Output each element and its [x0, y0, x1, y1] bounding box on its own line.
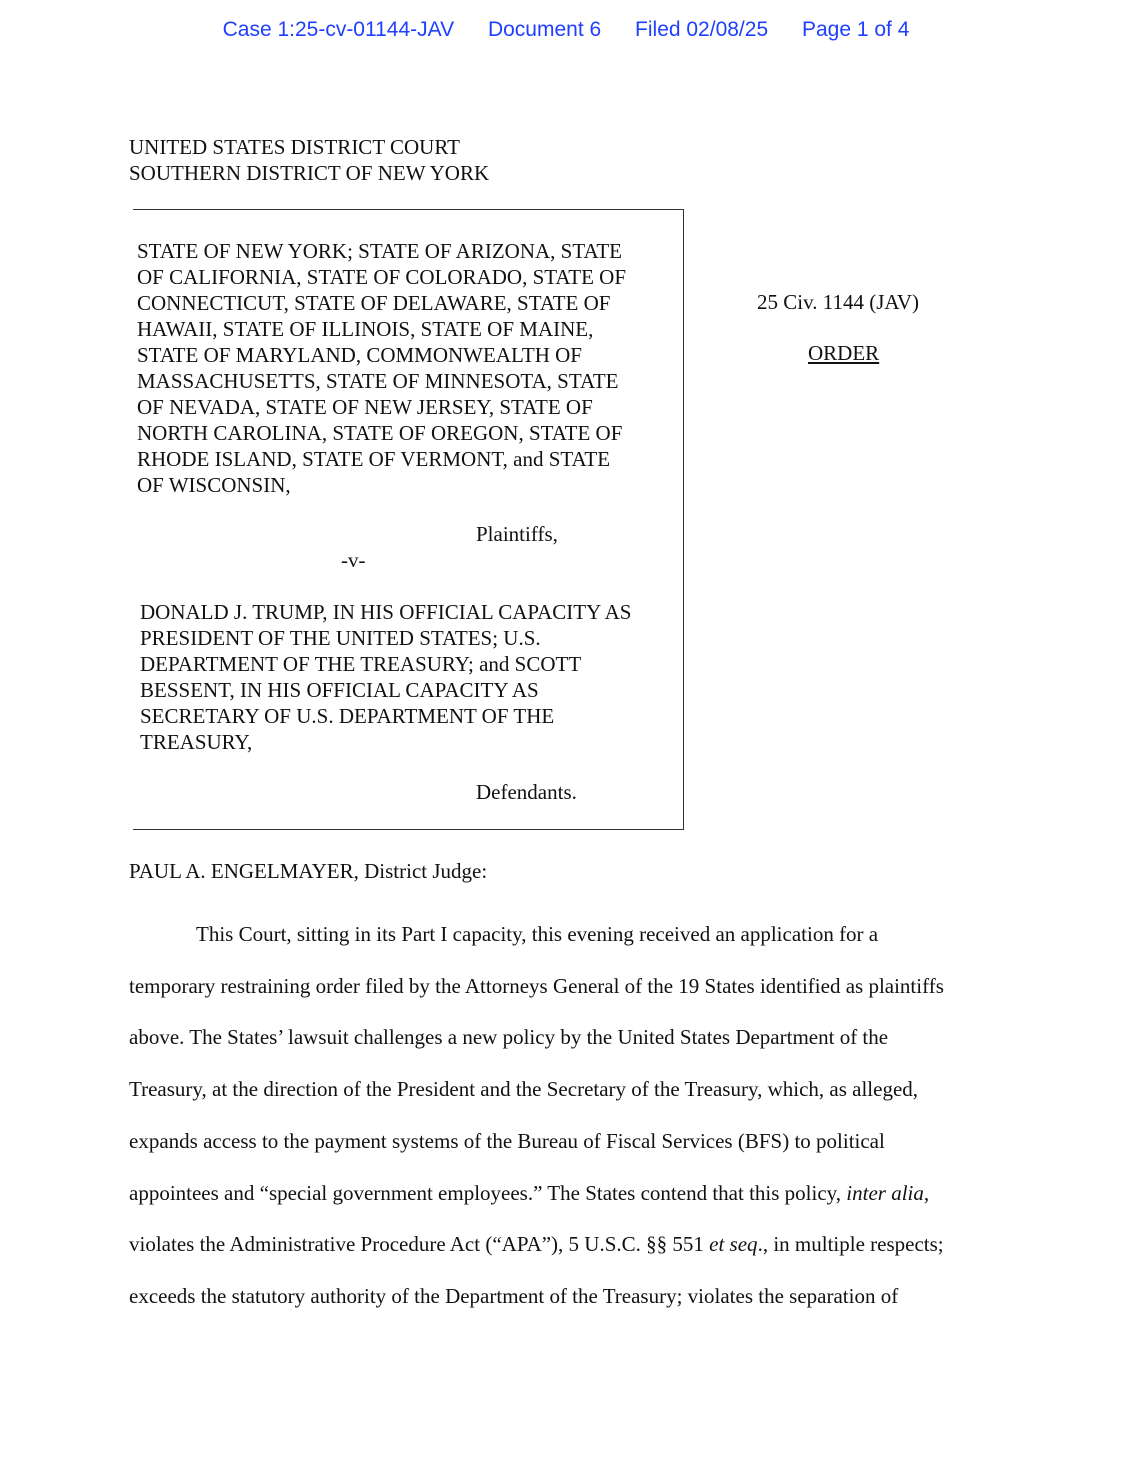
- body-text-run: ., in multiple respects;: [757, 1232, 944, 1257]
- filing-stamp: [0, 18, 1132, 42]
- defendants-label: Defendants.: [476, 780, 577, 804]
- plaintiff-names: [137, 238, 682, 498]
- court-line-1: UNITED STATES DISTRICT COURT: [129, 135, 460, 159]
- plaintiff-line: STATE OF NEW YORK; STATE OF ARIZONA, STATE: [137, 239, 622, 263]
- defendant-line: DONALD J. TRUMP, IN HIS OFFICIAL CAPACITY AS: [140, 600, 632, 624]
- versus-label: -v-: [341, 548, 366, 572]
- body-line: expands access to the payment systems of the Bureau of Fiscal Services (BFS) to political: [129, 1128, 885, 1153]
- plaintiff-line: RHODE ISLAND, STATE OF VERMONT, and STATE: [137, 447, 611, 471]
- plaintiff-line: OF WISCONSIN,: [137, 473, 291, 497]
- body-line: temporary restraining order filed by the Attorneys General of the 19 States identified as plaintiffs: [129, 973, 944, 998]
- plaintiff-line: HAWAII, STATE OF ILLINOIS, STATE OF MAINE,: [137, 317, 594, 341]
- page-count-stamp: Page 1 of 4: [801, 18, 910, 41]
- body-text-run: ,: [923, 1180, 930, 1205]
- judge-line: PAUL A. ENGELMAYER, District Judge:: [129, 859, 488, 883]
- plaintiff-line: CONNECTICUT, STATE OF DELAWARE, STATE OF: [137, 291, 611, 315]
- body-text-run: violates the Administrative Procedure Act (“APA”), 5 U.S.C. §§ 551: [129, 1232, 710, 1257]
- order-title: ORDER: [808, 341, 880, 365]
- order-body: [129, 909, 1009, 1323]
- court-line-2: SOUTHERN DISTRICT OF NEW YORK: [129, 161, 490, 185]
- docket-number: 25 Civ. 1144 (JAV): [757, 290, 919, 314]
- court-name: [129, 134, 489, 186]
- body-italic-run: et seq: [709, 1232, 758, 1257]
- body-line: above. The States’ lawsuit challenges a new policy by the United States Department of the: [129, 1025, 889, 1050]
- filed-date-stamp: Filed 02/08/25: [635, 18, 769, 41]
- case-number-stamp: Case 1:25-cv-01144-JAV: [222, 18, 455, 41]
- defendant-line: DEPARTMENT OF THE TREASURY; and SCOTT: [140, 652, 582, 676]
- defendant-line: BESSENT, IN HIS OFFICIAL CAPACITY AS: [140, 678, 539, 702]
- defendant-line: SECRETARY OF U.S. DEPARTMENT OF THE: [140, 704, 555, 728]
- plaintiff-line: OF CALIFORNIA, STATE OF COLORADO, STATE OF: [137, 265, 627, 289]
- body-line: [129, 1168, 1009, 1220]
- body-line: Treasury, at the direction of the President and the Secretary of the Treasury, which, as alleged,: [129, 1077, 919, 1102]
- document-number-stamp: Document 6: [487, 18, 602, 41]
- defendant-names: [140, 599, 685, 755]
- plaintiff-line: NORTH CAROLINA, STATE OF OREGON, STATE OF: [137, 421, 623, 445]
- body-italic-run: inter alia: [846, 1180, 924, 1205]
- plaintiff-line: STATE OF MARYLAND, COMMONWEALTH OF: [137, 343, 582, 367]
- plaintiff-line: MASSACHUSETTS, STATE OF MINNESOTA, STATE: [137, 369, 619, 393]
- body-line: exceeds the statutory authority of the Department of the Treasury; violates the separation of: [129, 1283, 899, 1308]
- defendant-line: PRESIDENT OF THE UNITED STATES; U.S.: [140, 626, 541, 650]
- body-line: [129, 1219, 1009, 1271]
- body-text-run: appointees and “special government employees.” The States contend that this policy,: [129, 1180, 847, 1205]
- body-line: This Court, sitting in its Part I capacity, this evening received an application for a: [196, 922, 879, 946]
- defendant-line: TREASURY,: [140, 730, 253, 754]
- plaintiffs-label: Plaintiffs,: [476, 522, 558, 546]
- plaintiff-line: OF NEVADA, STATE OF NEW JERSEY, STATE OF: [137, 395, 593, 419]
